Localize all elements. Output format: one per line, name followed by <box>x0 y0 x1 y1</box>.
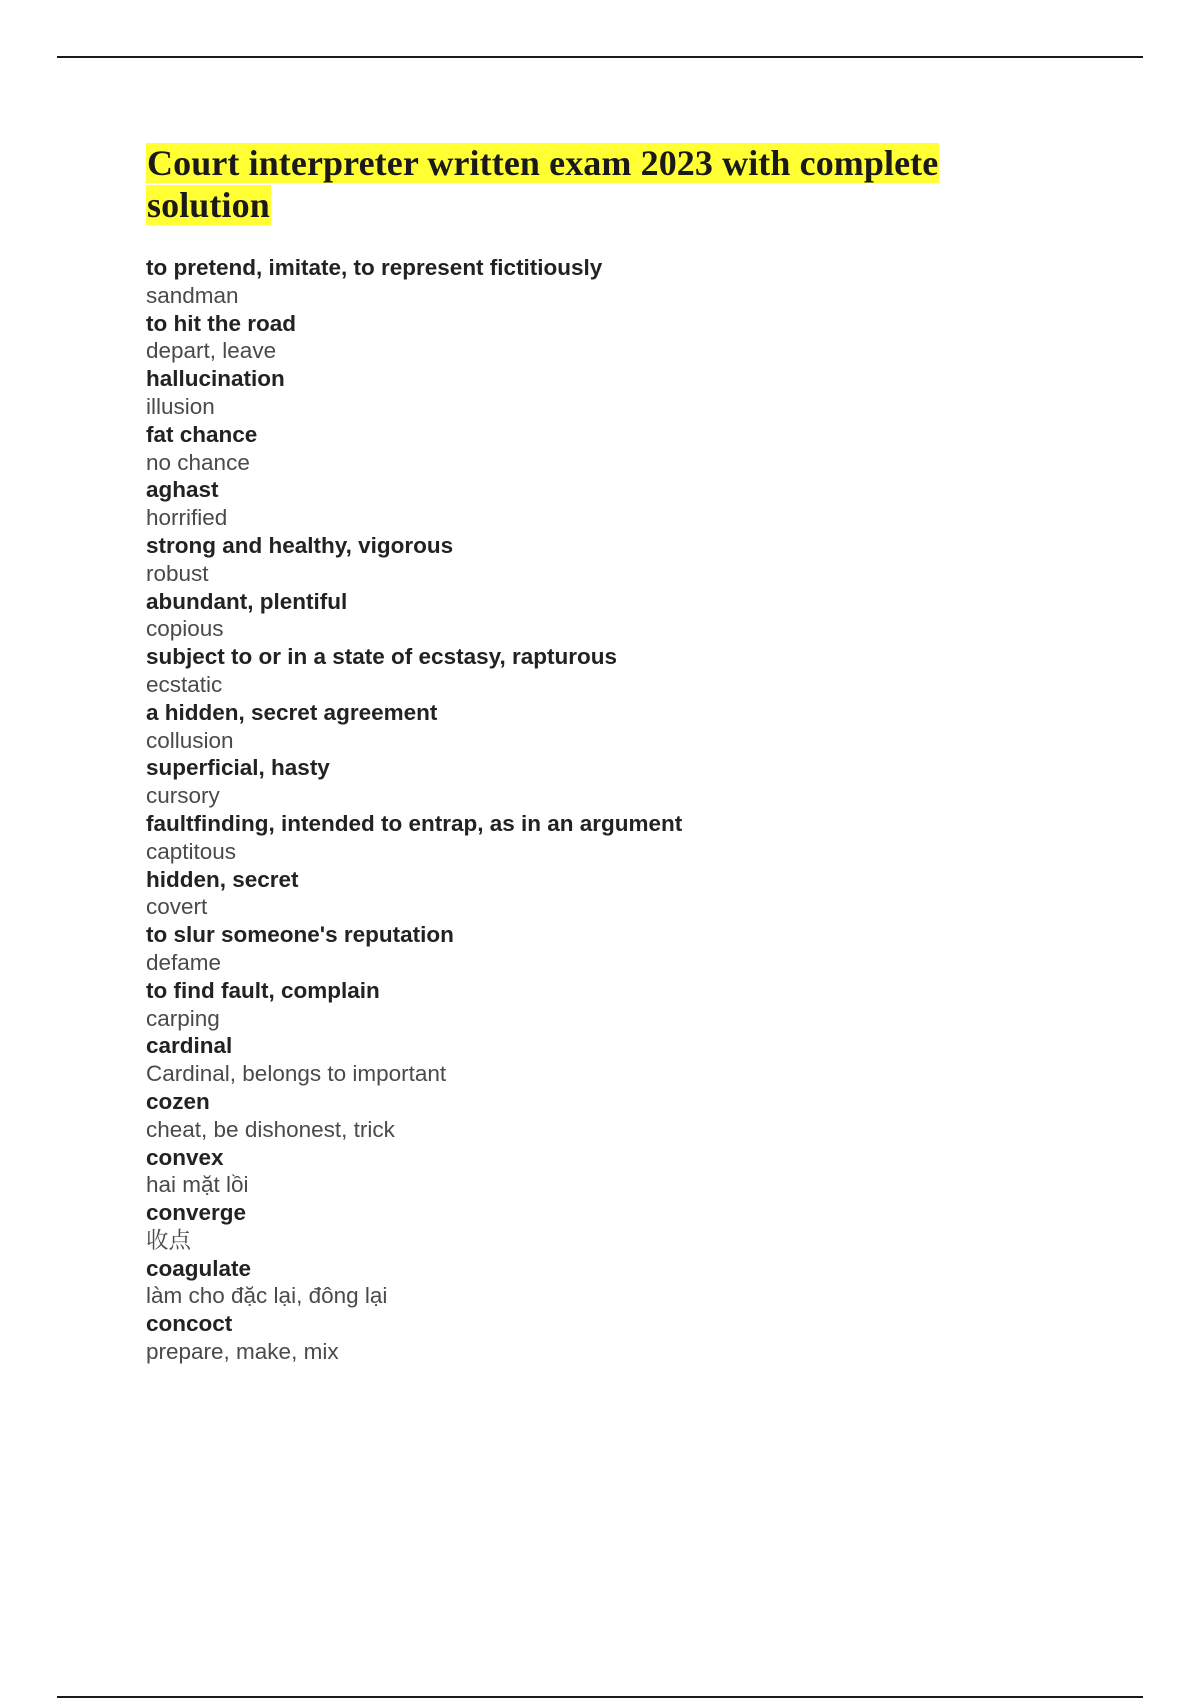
definition-text: collusion <box>146 727 234 753</box>
term-entry <box>146 254 1046 310</box>
definition-text: 收点 <box>146 1227 192 1253</box>
definition-text: robust <box>146 560 209 586</box>
term-entry <box>146 699 1046 755</box>
definition-text: no chance <box>146 449 250 475</box>
term-text: a hidden, secret agreement <box>146 699 438 725</box>
term-entry <box>146 588 1046 644</box>
definition-text: horrified <box>146 505 228 531</box>
term-text: faultfinding, intended to entrap, as in an argument <box>146 810 683 836</box>
term-text: to slur someone's reputation <box>146 922 454 948</box>
term-text: to pretend, imitate, to represent fictitiously <box>146 255 603 280</box>
term-entry <box>146 532 1046 588</box>
term-text: cozen <box>146 1088 210 1114</box>
term-text: concoct <box>146 1311 233 1337</box>
definition-text: ecstatic <box>146 671 223 697</box>
definition-text: sandman <box>146 282 239 308</box>
term-entry <box>146 643 1046 699</box>
term-entry <box>146 1088 1046 1144</box>
definition-text: prepare, make, mix <box>146 1339 339 1365</box>
term-entry <box>146 866 1046 922</box>
term-entry <box>146 1310 1046 1366</box>
term-text: hidden, secret <box>146 866 299 892</box>
term-text: to find fault, complain <box>146 977 380 1003</box>
definition-text: làm cho đặc lại, đông lại <box>146 1283 388 1309</box>
definition-text: carping <box>146 1005 220 1031</box>
term-entry <box>146 977 1046 1033</box>
term-entry <box>146 1255 1046 1311</box>
definition-text: copious <box>146 616 224 642</box>
term-list <box>146 254 1046 1366</box>
term-text: fat chance <box>146 421 258 447</box>
definition-text: captitous <box>146 838 237 864</box>
term-text: hallucination <box>146 366 285 392</box>
definition-text: defame <box>146 949 222 975</box>
term-text: strong and healthy, vigorous <box>146 532 454 558</box>
definition-text: cheat, be dishonest, trick <box>146 1116 395 1142</box>
term-entry <box>146 1032 1046 1088</box>
definition-text: depart, leave <box>146 338 277 364</box>
definition-text: illusion <box>146 393 215 419</box>
term-text: abundant, plentiful <box>146 588 348 614</box>
term-text: convex <box>146 1144 224 1170</box>
term-text: to hit the road <box>146 310 296 336</box>
term-text: subject to or in a state of ecstasy, rapturous <box>146 644 617 670</box>
definition-text: cursory <box>146 783 220 809</box>
term-text: cardinal <box>146 1033 233 1059</box>
term-text: superficial, hasty <box>146 755 330 781</box>
term-text: converge <box>146 1200 247 1226</box>
term-entry <box>146 1144 1046 1200</box>
term-entry <box>146 421 1046 477</box>
title-highlight: Court interpreter written exam 2023 with complete solution <box>147 143 939 225</box>
term-text: coagulate <box>146 1255 252 1281</box>
definition-text: hai mặt lồi <box>146 1172 249 1198</box>
term-entry <box>146 310 1046 366</box>
footer-rule <box>57 1696 1143 1698</box>
term-entry <box>146 810 1046 866</box>
term-entry <box>146 476 1046 532</box>
document-body <box>146 142 1046 1366</box>
definition-text: covert <box>146 894 208 920</box>
document-title <box>146 142 1046 226</box>
term-entry <box>146 754 1046 810</box>
term-entry <box>146 365 1046 421</box>
term-entry <box>146 1199 1046 1255</box>
term-text: aghast <box>146 477 219 503</box>
term-entry <box>146 921 1046 977</box>
header-rule <box>57 56 1143 58</box>
definition-text: Cardinal, belongs to important <box>146 1061 447 1087</box>
